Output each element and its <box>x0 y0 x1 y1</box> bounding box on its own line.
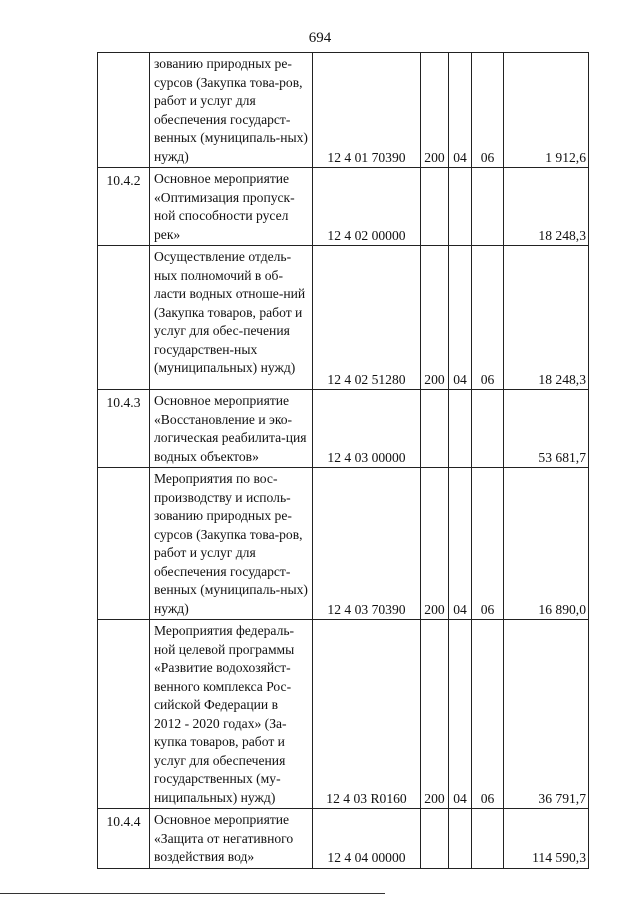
row-number <box>98 468 150 620</box>
row-expense-type <box>421 809 449 869</box>
budget-table <box>97 52 589 869</box>
row-amount: 16 890,0 <box>504 468 589 620</box>
row-number <box>98 620 150 809</box>
row-section <box>449 168 472 246</box>
row-name: Основное мероприятие «Восстановление и эко-логическая реабилита-ция водных объектов» <box>150 390 313 468</box>
row-target-code: 12 4 03 R0160 <box>313 620 421 809</box>
row-expense-type <box>421 390 449 468</box>
row-amount: 53 681,7 <box>504 390 589 468</box>
row-name: Основное мероприятие «Защита от негативного воздействия вод» <box>150 809 313 869</box>
row-name: Мероприятия по вос-производству и исполь-зованию природных ре-сурсов (Закупка това-ров, работ и услуг для обеспечения государст-венных (муниципаль-ных) нужд) <box>150 468 313 620</box>
row-subsection <box>472 390 504 468</box>
row-target-code: 12 4 01 70390 <box>313 53 421 168</box>
row-expense-type <box>421 168 449 246</box>
row-target-code: 12 4 02 51280 <box>313 246 421 390</box>
table-row <box>98 53 589 168</box>
row-section: 04 <box>449 53 472 168</box>
row-name: Осуществление отдель-ных полномочий в об-ласти водных отноше-ний (Закупка товаров, работ и услуг для обес-печения государствен-ных (муниципальных) нужд) <box>150 246 313 390</box>
row-subsection <box>472 168 504 246</box>
row-number: 10.4.2 <box>98 168 150 246</box>
footer-divider <box>0 893 385 894</box>
row-number <box>98 53 150 168</box>
row-expense-type: 200 <box>421 468 449 620</box>
row-target-code: 12 4 04 00000 <box>313 809 421 869</box>
row-subsection <box>472 809 504 869</box>
table-row <box>98 246 589 390</box>
row-name: Основное мероприятие «Оптимизация пропуск-ной способности русел рек» <box>150 168 313 246</box>
row-expense-type: 200 <box>421 53 449 168</box>
row-subsection: 06 <box>472 620 504 809</box>
row-target-code: 12 4 03 70390 <box>313 468 421 620</box>
row-amount: 18 248,3 <box>504 246 589 390</box>
row-name: Мероприятия федераль-ной целевой программы «Развитие водохозяйст-венного комплекса Рос-сийской Федерации в 2012 - 2020 годах» (За-купка товаров, работ и услуг для обеспечения государственных (му-ниципальных) нужд) <box>150 620 313 809</box>
row-section: 04 <box>449 620 472 809</box>
row-target-code: 12 4 02 00000 <box>313 168 421 246</box>
row-subsection: 06 <box>472 53 504 168</box>
table-row <box>98 620 589 809</box>
row-target-code: 12 4 03 00000 <box>313 390 421 468</box>
table-row <box>98 809 589 869</box>
row-subsection: 06 <box>472 246 504 390</box>
row-section <box>449 809 472 869</box>
table-row <box>98 168 589 246</box>
row-amount: 1 912,6 <box>504 53 589 168</box>
page-number: 694 <box>308 30 332 46</box>
row-number: 10.4.3 <box>98 390 150 468</box>
row-expense-type: 200 <box>421 246 449 390</box>
row-section <box>449 390 472 468</box>
table-row <box>98 390 589 468</box>
row-expense-type: 200 <box>421 620 449 809</box>
row-number: 10.4.4 <box>98 809 150 869</box>
row-section: 04 <box>449 468 472 620</box>
table-row <box>98 468 589 620</box>
row-subsection: 06 <box>472 468 504 620</box>
row-name: зованию природных ре-сурсов (Закупка това-ров, работ и услуг для обеспечения государст-венных (муниципаль-ных) нужд) <box>150 53 313 168</box>
row-amount: 18 248,3 <box>504 168 589 246</box>
row-amount: 36 791,7 <box>504 620 589 809</box>
row-amount: 114 590,3 <box>504 809 589 869</box>
row-number <box>98 246 150 390</box>
row-section: 04 <box>449 246 472 390</box>
